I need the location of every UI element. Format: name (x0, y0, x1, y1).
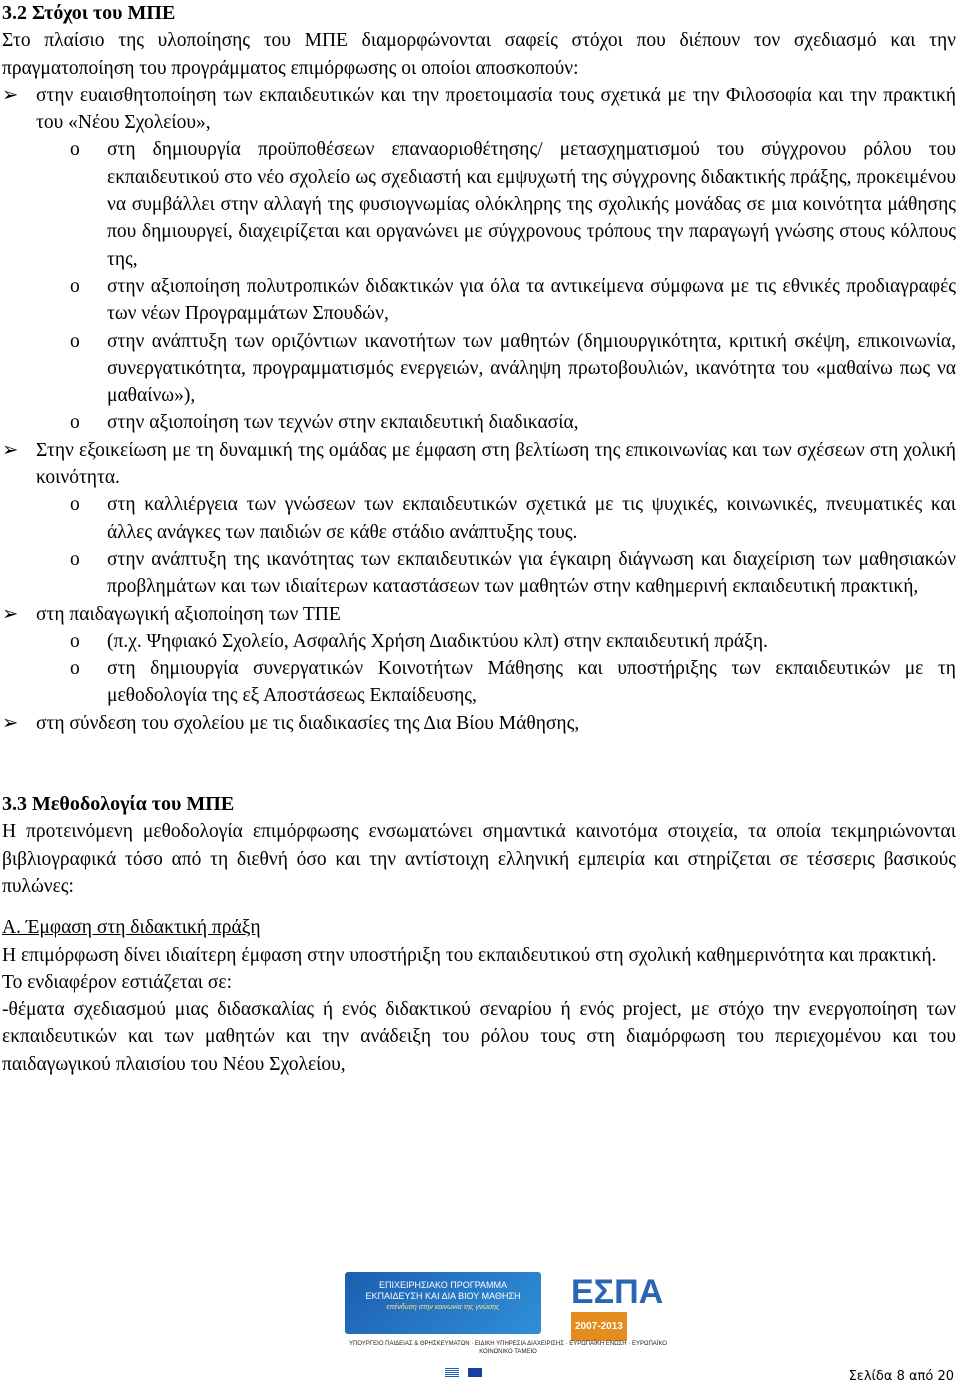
sub-goal-item (0, 136, 960, 272)
funding-statement: ΥΠΟΥΡΓΕΙΟ ΠΑΙΔΕΙΑΣ & ΘΡΗΣΚΕΥΜΑΤΩΝ · ΕΙΔΙΚΗ ΥΠΗΡΕΣΙΑ ΔΙΑΧΕΙΡΙΣΗΣ · ΕΥΡΩΠΑΪΚΗ ΕΝΩΣΗ · ΕΥΡΩΠΑΪΚΟ ΚΟΙΝΩΝΙΚΟ ΤΑΜΕΙΟ (349, 1341, 667, 1355)
arrow-bullet-icon: ➢ (2, 439, 19, 461)
program-logo-slogan: επένδυση στην κοινωνία της γνώσης (386, 1304, 500, 1311)
sub-goal-list (0, 491, 960, 600)
program-logo (345, 1272, 541, 1334)
circle-bullet-icon: o (70, 548, 80, 570)
goal-list-item (0, 601, 960, 628)
sub-goal-text: (π.χ. Ψηφιακό Σχολείο, Ασφαλής Χρήση Διαδικτύου κλπ) στην εκπαιδευτική πράξη. (107, 630, 768, 652)
sub-goal-text: στη καλλιέργεια των γνώσεων των εκπαιδευτικών σχετικά με τις ψυχικές, κοινωνικές, πνευματικές και άλλες ανάγκες των παιδιών σε κάθε στάδιο ανάπτυξης τους. (107, 494, 956, 543)
footer-logos (345, 1272, 671, 1372)
sub-goal-item (0, 409, 960, 436)
sub-goal-item (0, 655, 960, 710)
pillar-a-paragraph: Η επιμόρφωση δίνει ιδιαίτερη έμφαση στην υποστήριξη του εκπαιδευτικού στη σχολική καθημερινότητα και πρακτική. (2, 944, 937, 966)
sub-goal-text: στη δημιουργία συνεργατικών Κοινοτήτων Μάθησης και υποστήριξης των εκπαιδευτικών με τη μεθοδολογία της εξ Αποστάσεως Εκπαίδευσης, (107, 658, 956, 707)
section-intro-paragraph: Στο πλαίσιο της υλοποίησης του ΜΠΕ διαμορφώνονται σαφείς στόχοι που διέπουν τον σχεδιασμό και την πραγματοποίηση του προγράμματος επιμόρφωσης οι οποίοι αποσκοπούν: (2, 30, 956, 79)
circle-bullet-icon: o (70, 330, 80, 352)
program-logo-name: ΕΚΠΑΙΔΕΥΣΗ ΚΑΙ ΔΙΑ ΒΙΟΥ ΜΑΘΗΣΗ (365, 1291, 521, 1301)
circle-bullet-icon: o (70, 630, 80, 652)
focus-intro: Το ενδιαφέρον εστιάζεται σε: (2, 971, 233, 993)
arrow-bullet-icon: ➢ (2, 84, 19, 106)
sub-goal-text: στην ανάπτυξη της ικανότητας των εκπαιδευτικών για έγκαιρη διάγνωση και διαχείριση των μαθησιακών προβλημάτων και των ιδιαίτερων καταστάσεων των μαθητών στην καθημερινή εκπαιδευτική πρακτική, (107, 548, 956, 598)
circle-bullet-icon: o (70, 412, 80, 434)
goal-list-item (0, 710, 960, 737)
sub-goal-text: στην αξιοποίηση των τεχνών στην εκπαιδευτική διαδικασία, (107, 412, 579, 434)
focus-item: -θέματα σχεδιασμού μιας διδασκαλίας ή ενός διδακτικού σεναρίου ή ενός project, με στόχο την ενεργοποίηση των εκπαιδευτικών και των μαθητών και την ανάδειξη του ρόλου τους στη διαμόρφωση του περιεχομένου και του παιδαγωγικού πλαισίου του Νέου Σχολείου, (2, 999, 956, 1075)
circle-bullet-icon: o (70, 275, 80, 297)
sub-goal-item (0, 328, 960, 410)
sub-goal-list (0, 136, 960, 436)
sub-goal-list (0, 628, 960, 710)
page-number: Σελίδα 8 από 20 (848, 1369, 954, 1384)
sub-goal-item (0, 546, 960, 601)
pillar-a-title: Α. Έμφαση στη διδακτική πράξη (2, 917, 261, 939)
goal-item-text: στη σύνδεση του σχολείου με τις διαδικασίες της Δια Βίου Μάθησης, (36, 712, 580, 734)
goal-item-text: Στην εξοικείωση με τη δυναμική της ομάδας με έμφαση στη βελτίωση της επικοινωνίας και των σχέσεων στη χολική κοινότητα. (36, 439, 956, 489)
flags (445, 1358, 565, 1368)
sub-goal-item (0, 491, 960, 546)
espa-logo-text: ΕΣΠΑ (571, 1273, 664, 1311)
section-heading-3-2: 3.2 Στόχοι του ΜΠΕ (2, 2, 176, 24)
goal-item-text: στην ευαισθητοποίηση των εκπαιδευτικών και την προετοιμασία τους σχετικά με την Φιλοσοφία και την πρακτική του «Νέου Σχολείου», (36, 84, 956, 134)
goal-item-text: στη παιδαγωγική αξιοποίηση των ΤΠΕ (36, 603, 341, 625)
eu-flag-icon (468, 1368, 482, 1377)
program-logo-title: ΕΠΙΧΕΙΡΗΣΙΑΚΟ ΠΡΟΓΡΑΜΜΑ (378, 1280, 508, 1290)
circle-bullet-icon: o (70, 494, 80, 516)
circle-bullet-icon: o (70, 139, 80, 161)
sub-goal-text: στην ανάπτυξη των οριζόντιων ικανοτήτων των μαθητών (δημιουργικότητα, κριτική σκέψη, επικοινωνία, συνεργατικότητα, προγραμματισμός ενεργειών, ανάληψη πρωτοβουλιών, ικανότητα του «μαθαίνω πως να μαθαίνω»), (107, 330, 956, 407)
arrow-bullet-icon: ➢ (2, 603, 19, 625)
sub-goal-item (0, 273, 960, 328)
methodology-intro-paragraph: Η προτεινόμενη μεθοδολογία επιμόρφωσης ενσωματώνει σημαντικά καινοτόμα στοιχεία, τα οποία τεκμηριώνονται βιβλιογραφικά τόσο από τη διεθνή όσο και την αντίστοιχη ελληνική εμπειρία και στηρίζεται σε τέσσερις βασικούς πυλώνες: (2, 821, 956, 897)
espa-logo-years: 2007-2013 (571, 1312, 627, 1341)
arrow-bullet-icon: ➢ (2, 712, 19, 734)
section-heading-3-3: 3.3 Μεθοδολογία του ΜΠΕ (2, 793, 235, 816)
circle-bullet-icon: o (70, 658, 80, 680)
goal-list-item (0, 82, 960, 137)
greek-flag-icon (445, 1368, 459, 1377)
sub-goal-item (0, 628, 960, 655)
espa-logo (571, 1274, 667, 1334)
sub-goal-text: στην αξιοποίηση πολυτροπικών διδακτικών για όλα τα αντικείμενα σύμφωνα με τις εθνικές προδιαγραφές των νέων Προγραμμάτων Σπουδών, (107, 275, 956, 325)
goal-list-item (0, 437, 960, 492)
sub-goal-text: στη δημιουργία προϋποθέσεων επαναοριοθέτησης/ μετασχηματισμού του σύγχρονου ρόλου του εκπαιδευτικού στο νέο σχολείο ως σχεδιαστή και εμψυχωτή της σύγχρονης διδακτικής πράξης, προκειμένου να συμβάλλει στην αλλαγή της φυσιογνωμίας ολόκληρης της σχολικής μονάδας σε μια κοινότητα μάθησης που δημιουργεί, διαχειρίζεται και οργανώνει με σύγχρονους τρόπους την παραγωγή γνώσης στους κόλπους της, (107, 139, 956, 270)
